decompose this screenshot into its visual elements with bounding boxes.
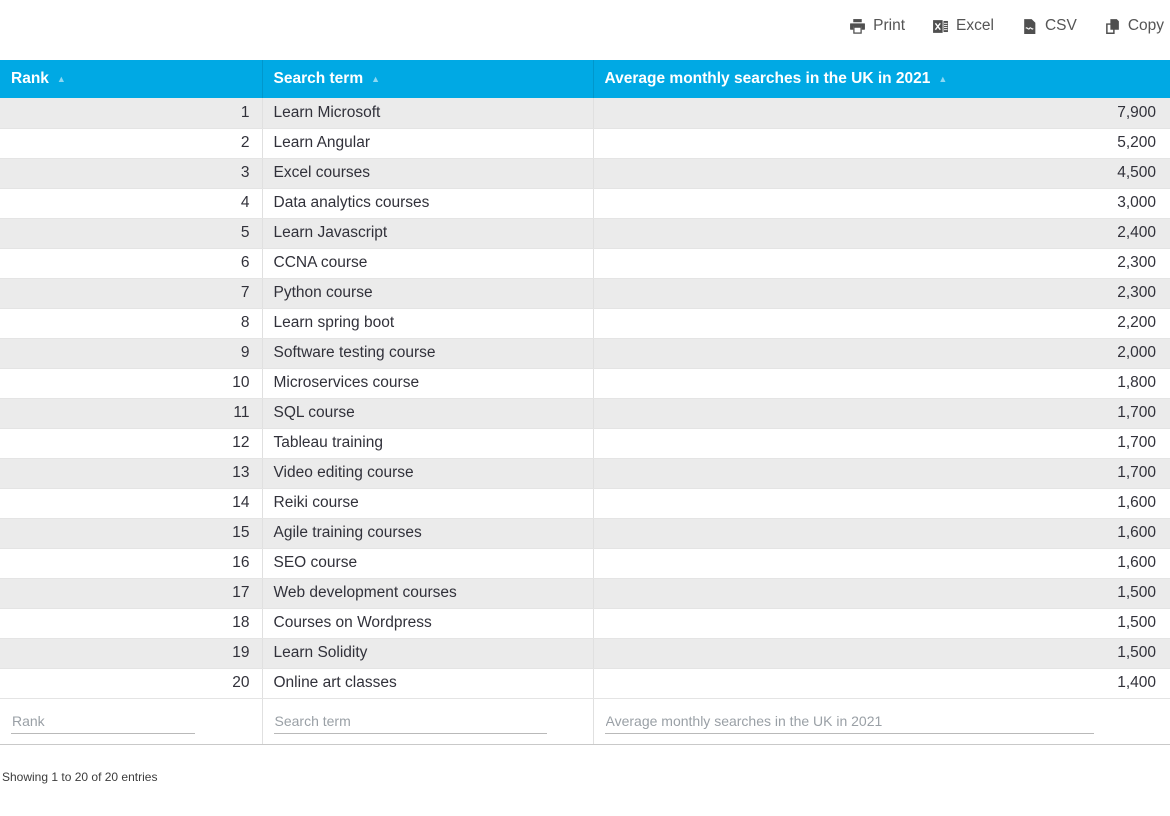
searches-cell: 4,500 bbox=[593, 158, 1170, 188]
table-info: Showing 1 to 20 of 20 entries bbox=[2, 769, 158, 784]
rank-cell: 2 bbox=[0, 128, 262, 158]
rank-cell: 6 bbox=[0, 248, 262, 278]
searches-cell: 2,200 bbox=[593, 308, 1170, 338]
rank-cell: 16 bbox=[0, 548, 262, 578]
table-row bbox=[0, 368, 1170, 398]
table-row bbox=[0, 278, 1170, 308]
searches-cell: 7,900 bbox=[593, 98, 1170, 128]
table-body bbox=[0, 98, 1170, 698]
copy-button-label: Copy bbox=[1127, 17, 1164, 34]
rank-cell: 19 bbox=[0, 638, 262, 668]
search-term-cell: SQL course bbox=[262, 398, 593, 428]
rank-cell: 9 bbox=[0, 338, 262, 368]
search-term-cell: Agile training courses bbox=[262, 518, 593, 548]
table-row bbox=[0, 308, 1170, 338]
search-term-cell: Web development courses bbox=[262, 578, 593, 608]
rank-cell: 10 bbox=[0, 368, 262, 398]
table-header bbox=[0, 60, 1170, 98]
sort-asc-icon: ▲ bbox=[56, 74, 66, 84]
search-term-cell: CCNA course bbox=[262, 248, 593, 278]
excel-button[interactable] bbox=[932, 17, 994, 35]
table-row bbox=[0, 158, 1170, 188]
table-row bbox=[0, 248, 1170, 278]
searches-cell: 1,500 bbox=[593, 578, 1170, 608]
searches-cell: 1,400 bbox=[593, 668, 1170, 698]
rank-cell: 18 bbox=[0, 608, 262, 638]
searches-cell: 1,700 bbox=[593, 398, 1170, 428]
print-button-label: Print bbox=[873, 17, 906, 34]
export-toolbar bbox=[0, 0, 1170, 41]
table-row bbox=[0, 398, 1170, 428]
searches-cell: 2,300 bbox=[593, 248, 1170, 278]
copy-button[interactable] bbox=[1104, 17, 1164, 35]
rank-cell: 17 bbox=[0, 578, 262, 608]
search-term-cell: Learn Solidity bbox=[262, 638, 593, 668]
search-term-cell: Reiki course bbox=[262, 488, 593, 518]
searches-cell: 1,600 bbox=[593, 488, 1170, 518]
table-row bbox=[0, 578, 1170, 608]
table-row bbox=[0, 458, 1170, 488]
searches-cell: 1,700 bbox=[593, 458, 1170, 488]
search-term-cell: Excel courses bbox=[262, 158, 593, 188]
csv-icon bbox=[1021, 18, 1038, 35]
table-row bbox=[0, 548, 1170, 578]
searches-cell: 1,700 bbox=[593, 428, 1170, 458]
rank-filter-cell bbox=[0, 698, 262, 744]
search-term-cell: Courses on Wordpress bbox=[262, 608, 593, 638]
search-term-cell: Learn Microsoft bbox=[262, 98, 593, 128]
search-term-cell: Microservices course bbox=[262, 368, 593, 398]
search-term-cell: Learn spring boot bbox=[262, 308, 593, 338]
sort-asc-icon: ▲ bbox=[938, 74, 948, 84]
rank-cell: 1 bbox=[0, 98, 262, 128]
table-row bbox=[0, 338, 1170, 368]
column-header-searches[interactable] bbox=[593, 60, 1170, 98]
search-term-cell: Learn Angular bbox=[262, 128, 593, 158]
sort-asc-icon: ▲ bbox=[371, 74, 381, 84]
search-term-cell: Learn Javascript bbox=[262, 218, 593, 248]
searches-cell: 1,600 bbox=[593, 548, 1170, 578]
rank-cell: 5 bbox=[0, 218, 262, 248]
table-row bbox=[0, 128, 1170, 158]
searches-cell: 2,000 bbox=[593, 338, 1170, 368]
searches-cell: 3,000 bbox=[593, 188, 1170, 218]
rank-cell: 14 bbox=[0, 488, 262, 518]
table-row bbox=[0, 518, 1170, 548]
search-term-filter-cell bbox=[262, 698, 593, 744]
search-term-filter-input[interactable] bbox=[274, 709, 547, 734]
searches-cell: 2,400 bbox=[593, 218, 1170, 248]
csv-button[interactable] bbox=[1021, 17, 1077, 35]
table-footer-filters bbox=[0, 698, 1170, 744]
table-row bbox=[0, 608, 1170, 638]
table-row bbox=[0, 428, 1170, 458]
print-button[interactable] bbox=[849, 17, 905, 35]
rank-cell: 15 bbox=[0, 518, 262, 548]
searches-filter-input[interactable] bbox=[605, 709, 1095, 734]
rank-cell: 4 bbox=[0, 188, 262, 218]
search-term-cell: Software testing course bbox=[262, 338, 593, 368]
searches-filter-cell bbox=[593, 698, 1170, 744]
excel-button-label: Excel bbox=[956, 17, 994, 34]
table-row bbox=[0, 488, 1170, 518]
rank-cell: 8 bbox=[0, 308, 262, 338]
search-term-cell: Data analytics courses bbox=[262, 188, 593, 218]
column-header-rank[interactable] bbox=[0, 60, 262, 98]
rank-filter-input[interactable] bbox=[11, 709, 195, 734]
search-terms-table bbox=[0, 60, 1170, 745]
rank-cell: 12 bbox=[0, 428, 262, 458]
table-row bbox=[0, 668, 1170, 698]
column-header-search-term[interactable] bbox=[262, 60, 593, 98]
column-header-rank-label: Rank bbox=[11, 70, 49, 87]
table-row bbox=[0, 98, 1170, 128]
column-header-searches-label: Average monthly searches in the UK in 2021 bbox=[604, 70, 931, 87]
table-row bbox=[0, 218, 1170, 248]
rank-cell: 7 bbox=[0, 278, 262, 308]
rank-cell: 20 bbox=[0, 668, 262, 698]
table-row bbox=[0, 638, 1170, 668]
rank-cell: 13 bbox=[0, 458, 262, 488]
excel-icon bbox=[932, 18, 949, 35]
searches-cell: 1,500 bbox=[593, 608, 1170, 638]
copy-icon bbox=[1104, 18, 1121, 35]
rank-cell: 3 bbox=[0, 158, 262, 188]
searches-cell: 1,500 bbox=[593, 638, 1170, 668]
search-term-cell: Online art classes bbox=[262, 668, 593, 698]
search-term-cell: Python course bbox=[262, 278, 593, 308]
column-header-search-term-label: Search term bbox=[273, 70, 364, 87]
search-term-cell: SEO course bbox=[262, 548, 593, 578]
searches-cell: 5,200 bbox=[593, 128, 1170, 158]
rank-cell: 11 bbox=[0, 398, 262, 428]
table-row bbox=[0, 188, 1170, 218]
search-term-cell: Video editing course bbox=[262, 458, 593, 488]
search-term-cell: Tableau training bbox=[262, 428, 593, 458]
searches-cell: 1,600 bbox=[593, 518, 1170, 548]
csv-button-label: CSV bbox=[1044, 17, 1077, 34]
searches-cell: 2,300 bbox=[593, 278, 1170, 308]
searches-cell: 1,800 bbox=[593, 368, 1170, 398]
print-icon bbox=[849, 18, 866, 35]
